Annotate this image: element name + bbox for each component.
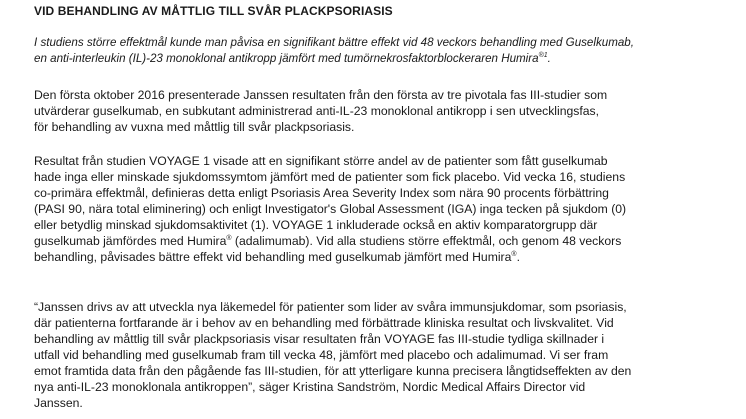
lead-line-text: en anti-interleukin (IL)-23 monoklonal antikropp jämfört med tumörnekrosfaktorblockeraren Humira bbox=[34, 52, 539, 65]
line-text: behandling, påvisades bättre effekt vid behandling med guselkumab jämfört med Humira bbox=[34, 250, 512, 264]
line-text: . bbox=[516, 250, 520, 264]
paragraph-line: utvärderar guselkumab, en subkutant administrerad anti-IL-23 monoklonal antikropp i sen utvecklingsfas, bbox=[34, 104, 599, 118]
line-text: guselkumab jämfördes med Humira bbox=[34, 234, 227, 248]
lead-paragraph bbox=[34, 35, 634, 67]
paragraph-line: “Janssen drivs av att utveckla nya läkemedel för patienter som lider av svåra immunsjukdomar, som psoriasis, bbox=[34, 300, 627, 314]
paragraph-line: där patienterna fortfarande är i behov av en behandling med förbättrade kliniska resultat och livskvalitet. Vid bbox=[34, 316, 614, 330]
paragraph-line: hade inga eller minskade sjukdomssymtom jämfört med de patienter som fick placebo. Vid vecka 16, studiens bbox=[34, 170, 626, 184]
paragraph-line: eller betydlig minskad sjukdomsaktivitet (1). VOYAGE 1 inkluderade också en aktiv komparatorgrupp där bbox=[34, 218, 598, 232]
registered-footnote-mark: ®1 bbox=[538, 52, 548, 59]
registered-mark: ® bbox=[226, 235, 232, 242]
section-heading: VID BEHANDLING AV MÅTTLIG TILL SVÅR PLACKPSORIASIS bbox=[34, 4, 393, 18]
paragraph-line: utfall vid behandling med guselkumab fram till vecka 48, jämfört med placebo och adalimumad. Vi ser fram bbox=[34, 348, 609, 362]
lead-line-end: . bbox=[547, 52, 551, 65]
line-text: (adalimumab). Vid alla studiens större effektmål, och genom 48 veckors bbox=[231, 234, 622, 248]
paragraph-line: nya anti-IL-23 monoklonala antikroppen”, säger Kristina Sandström, Nordic Medical Affairs Director vid bbox=[34, 380, 586, 394]
paragraph-line: Janssen. bbox=[34, 396, 83, 410]
paragraph-line: behandling av måttlig till svår plackpsoriasis visar resultaten från VOYAGE fas III-studie tydliga skillnader i bbox=[34, 332, 605, 346]
paragraph-line: Den första oktober 2016 presenterade Janssen resultaten från den första av tre pivotala fas III-studier som bbox=[34, 88, 608, 102]
paragraph-line: emot framtida data från den pågående fas III-studien, för att ytterligare kunna precisera långtidseffekten av den bbox=[34, 364, 632, 378]
paragraph-line: (PASI 90, nära total eliminering) och enligt Investigator's Global Assessment (IGA) inga tecken på sjukdom (0) bbox=[34, 202, 627, 216]
quote-paragraph bbox=[34, 299, 631, 411]
paragraph-line: co-primära effektmål, definieras detta enligt Psoriasis Area Severity Index som nära 90 procents förbättring bbox=[34, 186, 609, 200]
lead-line: I studiens större effektmål kunde man påvisa en signifikant bättre effekt vid 48 veckors behandling med Guselkumab, bbox=[34, 36, 634, 49]
lead-line bbox=[34, 51, 634, 67]
paragraph-line: Resultat från studien VOYAGE 1 visade att en signifikant större andel av de patienter som fått guselkumab bbox=[34, 154, 608, 168]
body-paragraph-2 bbox=[34, 153, 626, 265]
registered-mark: ® bbox=[511, 251, 517, 258]
paragraph-line bbox=[34, 233, 626, 249]
paragraph-line: för behandling av vuxna med måttlig till svår plackpsoriasis. bbox=[34, 120, 355, 134]
paragraph-line bbox=[34, 249, 626, 265]
body-paragraph-1 bbox=[34, 87, 607, 135]
